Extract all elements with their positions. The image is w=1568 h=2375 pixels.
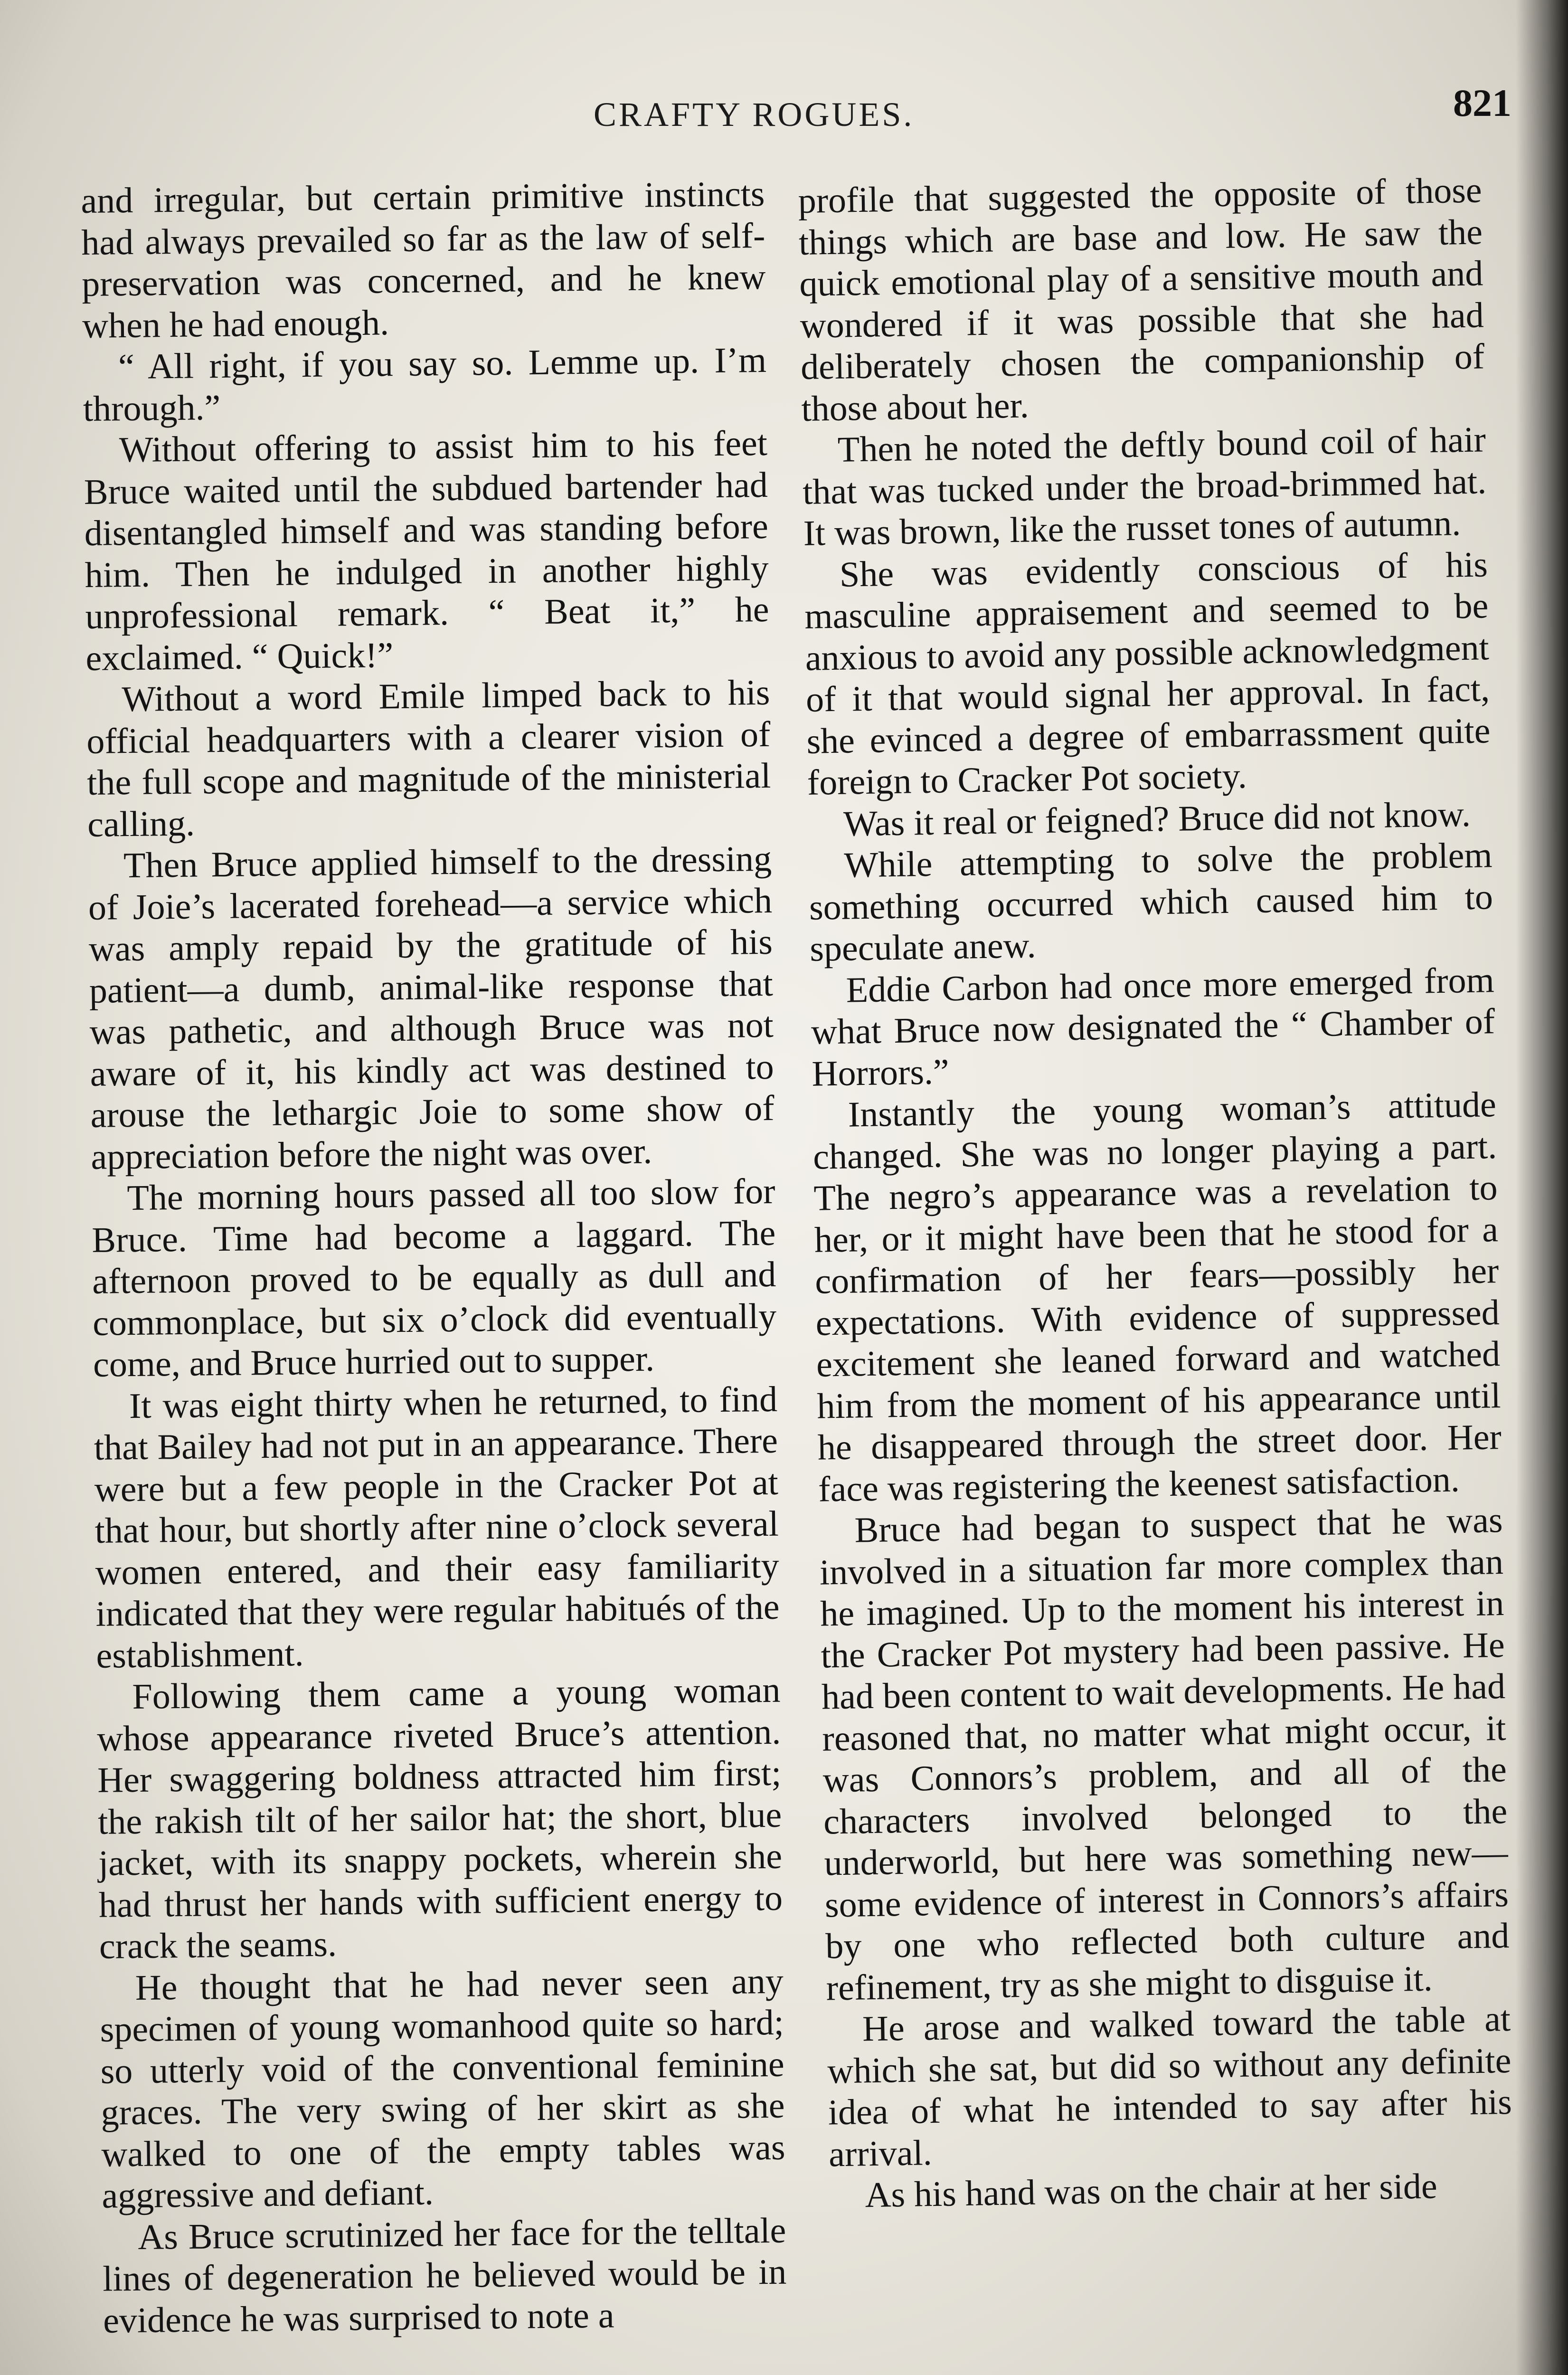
paragraph: He thought that he had never seen any specimen of young womanhood quite so hard; so utterly void of the conventional feminine graces. The very swing of her skirt as she walked to one of the empty tables was aggressive and defiant. [100, 1961, 785, 2216]
running-head: CRAFTY ROGUES. [594, 95, 915, 133]
paragraph: Then he noted the deftly bound coil of hair that was tucked under the broad-brimmed hat. It was brown, like the russet tones of autumn. [802, 419, 1487, 553]
left-column [81, 173, 787, 2342]
paragraph: Bruce had began to suspect that he was involved in a situation far more complex than he imagined. Up to the moment his interest in the Cracker Pot mystery had been passive. He had been content to wait developments. He had reasoned that, no matter what might occur, it was Connors’s problem, and all of the characters involved belonged to the underworld, but here was something new—some evidence of interest in Connors’s affairs by one who reflected both culture and refinement, try as she might to disguise it. [819, 1500, 1510, 2008]
paragraph: The morning hours passed all too slow for Bruce. Time had become a laggard. The afternoon proved to be equally as dull and commonplace, but six o’clock did eventually come, and Bruce hurried out to supper. [91, 1171, 777, 1385]
paragraph: Following them came a young woman whose appearance riveted Bruce’s attention. Her swaggering boldness attracted him first; the rakish tilt of her sailor hat; the short, blue jacket, with its snappy pockets, wherein she had thrust her hands with sufficient energy to crack the seams. [96, 1670, 783, 1966]
paragraph: Without offering to assist him to his feet Bruce waited until the subdued bartender had disentangled himself and was standing before him. Then he indulged in another highly unprofessional remark. “ Beat it,” he exclaimed. “ Quick!” [84, 423, 769, 678]
paragraph: Eddie Carbon had once more emerged from what Bruce now designated the “ Chamber of Horrors.” [811, 960, 1495, 1094]
paragraph: She was evidently conscious of his masculine appraisement and seemed to be anxious to avoid any possible acknowledgment of it that would signal her approval. In fact, she evinced a degree of embarrassment quite foreign to Cracker Pot society. [804, 544, 1491, 803]
paragraph: Then Bruce applied himself to the dressing of Joie’s lacerated forehead—a service which was amply repaid by the gratitude of his patient—a dumb, animal-like response that was pathetic, and although Bruce was not aware of it, his kindly act was destined to arouse the lethargic Joie to some show of appreciation before the night was over. [88, 838, 775, 1177]
paragraph: Without a word Emile limped back to his official headquarters with a clearer vision of the full scope and magnitude of the ministerial calling. [86, 672, 771, 845]
paragraph: and irregular, but certain primitive instincts had always prevailed so far as the law of self-preservation was concerned, and he knew when he had enough. [81, 173, 766, 346]
paragraph: It was eight thirty when he returned, to find that Bailey had not put in an appearance. There were but a few people in the Cracker Pot at that hour, but shortly after nine o’clock several women entered, and their easy familiarity indicated that they were regular habitués of the establishment. [94, 1379, 780, 1676]
paragraph: Instantly the young woman’s attitude changed. She was no longer playing a part. The negro’s appearance was a revelation to her, or it might have been that he stood for a confirmation of her fears—possibly her expectations. With evidence of suppressed excitement she leaned forward and watched him from the moment of his appearance until he disappeared through the street door. Her face was registering the keenest satisfaction. [812, 1084, 1502, 1510]
paragraph: “ All right, if you say so. Lemme up. I’m through.” [83, 340, 767, 429]
paragraph: profile that suggested the opposite of those things which are base and low. He saw the quick emotional play of a sensitive mouth and wondered if it was possible that she had deliberately chosen the companionship of those about her. [798, 170, 1485, 429]
page-edge-shadow [1516, 0, 1568, 2375]
paragraph: As his hand was on the chair at her side [864, 2166, 1438, 2215]
paragraph: As Bruce scrutinized her face for the telltale lines of degeneration he believed would be in evidence he was surprised to note a [102, 2210, 787, 2341]
right-column [798, 170, 1513, 2217]
paragraph: While attempting to solve the problem something occurred which caused him to speculate anew. [809, 835, 1493, 969]
paragraph: He arose and walked toward the table at which she sat, but did so without any definite idea of what he intended to say after his arrival. [827, 1998, 1512, 2174]
paragraph: Was it real or feigned? Bruce did not know. [843, 794, 1471, 844]
page-number: 821 [1453, 81, 1511, 124]
